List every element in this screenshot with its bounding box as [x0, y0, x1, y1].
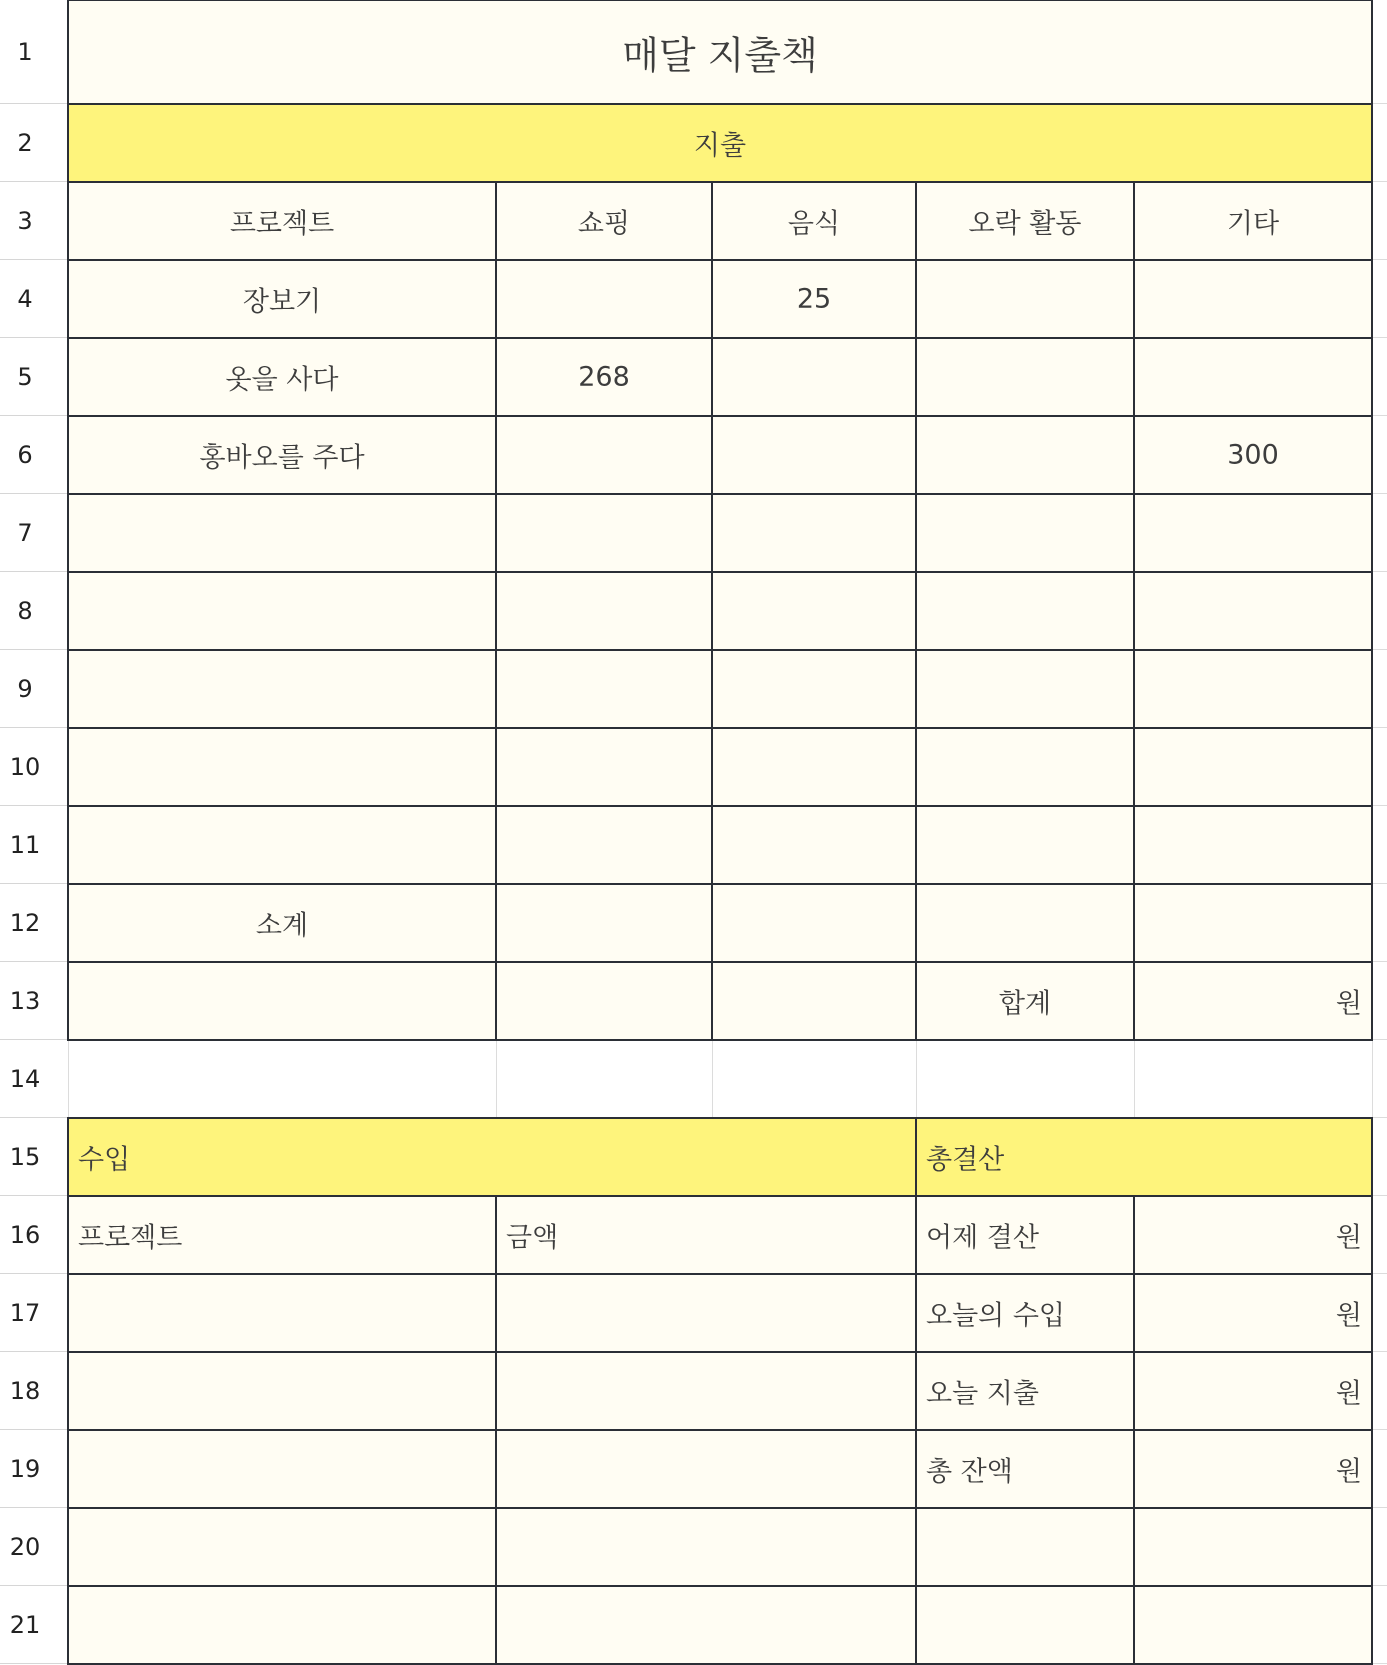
expense-empty-cell[interactable]: [495, 571, 713, 651]
income-project-cell[interactable]: [67, 1273, 497, 1353]
expense-empty-cell[interactable]: [915, 649, 1135, 729]
summary-header: 총결산: [926, 1144, 1005, 1176]
expense-cell-entertainment[interactable]: [915, 415, 1135, 495]
row-number: 15: [9, 1142, 41, 1171]
expense-empty-cell[interactable]: [711, 649, 917, 729]
income-project-cell[interactable]: [67, 1507, 497, 1587]
expense-empty-cell[interactable]: [495, 805, 713, 885]
column-header-text: 음식: [787, 208, 841, 240]
expense-empty-cell[interactable]: [495, 727, 713, 807]
summary-label: 어제 결산: [926, 1222, 1039, 1254]
expense-cell-other[interactable]: [1133, 415, 1373, 495]
summary-label-cell[interactable]: [915, 1429, 1135, 1509]
expense-empty-cell[interactable]: [1133, 649, 1373, 729]
row-number: 2: [17, 128, 33, 157]
expense-empty-cell[interactable]: [67, 805, 497, 885]
summary-value-cell[interactable]: [1133, 1429, 1373, 1509]
row-header[interactable]: [0, 0, 68, 104]
expense-column-header[interactable]: [711, 181, 917, 261]
sheet-title: 매달 지출책: [622, 33, 818, 78]
row-number: 17: [9, 1298, 41, 1327]
row-number: 6: [17, 440, 33, 469]
expense-empty-cell[interactable]: [67, 961, 497, 1041]
summary-label: 오늘의 수입: [926, 1300, 1065, 1332]
row-number: 5: [17, 362, 33, 391]
expense-cell-shopping[interactable]: [495, 259, 713, 339]
expense-cell-entertainment[interactable]: [915, 337, 1135, 417]
expense-empty-cell[interactable]: [915, 571, 1135, 651]
currency-unit: 원: [1335, 988, 1362, 1020]
expense-column-header[interactable]: [495, 181, 713, 261]
income-header-cell[interactable]: [67, 1117, 917, 1197]
expense-cell-shopping[interactable]: [495, 415, 713, 495]
row-number: 14: [9, 1064, 41, 1093]
expense-empty-cell[interactable]: [67, 571, 497, 651]
subtotal-value-cell[interactable]: [1133, 883, 1373, 963]
summary-value-cell[interactable]: [1133, 1351, 1373, 1431]
expense-column-header[interactable]: [67, 181, 497, 261]
column-header-text: 쇼핑: [577, 208, 631, 240]
row-number: 8: [17, 596, 33, 625]
income-amount-cell[interactable]: [495, 1429, 917, 1509]
row-number: 13: [9, 986, 41, 1015]
expense-cell-project[interactable]: [67, 415, 497, 495]
income-header: 수입: [78, 1144, 131, 1176]
row-header[interactable]: [0, 182, 68, 260]
subtotal-value-cell[interactable]: [915, 883, 1135, 963]
expense-empty-cell[interactable]: [1133, 805, 1373, 885]
column-header-text: 오락 활동: [968, 208, 1082, 240]
row-header[interactable]: [0, 884, 68, 962]
income-amount-cell[interactable]: [495, 1585, 917, 1665]
summary-empty-cell[interactable]: [1133, 1585, 1373, 1665]
expense-header: 지출: [693, 130, 747, 162]
row-header[interactable]: [0, 1586, 68, 1664]
row-number: 12: [9, 908, 41, 937]
summary-label: 총 잔액: [926, 1456, 1013, 1488]
row-header[interactable]: [0, 416, 68, 494]
cell-value: 268: [578, 361, 630, 393]
total-label-cell[interactable]: [915, 961, 1135, 1041]
cell-value: 장보기: [242, 286, 322, 318]
row-header[interactable]: [0, 260, 68, 338]
row-number: 11: [9, 830, 41, 859]
expense-cell-food[interactable]: [711, 259, 917, 339]
expense-empty-cell[interactable]: [67, 727, 497, 807]
row-header[interactable]: [0, 1352, 68, 1430]
currency-unit: 원: [1335, 1456, 1362, 1488]
expense-empty-cell[interactable]: [915, 493, 1135, 573]
row-number: 10: [9, 752, 41, 781]
income-project-cell[interactable]: [67, 1429, 497, 1509]
column-header-text: 기타: [1226, 208, 1280, 240]
currency-unit: 원: [1335, 1300, 1362, 1332]
expense-empty-cell[interactable]: [915, 805, 1135, 885]
summary-empty-cell[interactable]: [915, 1585, 1135, 1665]
row-header[interactable]: [0, 806, 68, 884]
row-number: 16: [9, 1220, 41, 1249]
expense-cell-other[interactable]: [1133, 337, 1373, 417]
expense-cell-other[interactable]: [1133, 259, 1373, 339]
row-header[interactable]: [0, 1040, 68, 1118]
row-header[interactable]: [0, 962, 68, 1040]
summary-value-cell[interactable]: [1133, 1195, 1373, 1275]
row-header[interactable]: [0, 572, 68, 650]
subtotal-label-cell[interactable]: [67, 883, 497, 963]
summary-label: 오늘 지출: [926, 1378, 1039, 1410]
title-cell[interactable]: [67, 0, 1373, 105]
column-header-text: 금액: [506, 1222, 559, 1254]
income-amount-cell[interactable]: [495, 1351, 917, 1431]
row-header[interactable]: [0, 1196, 68, 1274]
expense-empty-cell[interactable]: [67, 493, 497, 573]
expense-header-cell[interactable]: [67, 103, 1373, 183]
cell-value: 300: [1227, 439, 1279, 471]
row-header[interactable]: [0, 650, 68, 728]
income-project-header[interactable]: [67, 1195, 497, 1275]
row-number: 21: [9, 1610, 41, 1639]
row-number: 4: [17, 284, 33, 313]
income-amount-cell[interactable]: [495, 1507, 917, 1587]
row-number: 1: [17, 37, 33, 66]
total-label: 합계: [998, 988, 1052, 1020]
subtotal-label: 소계: [255, 910, 309, 942]
expense-cell-shopping[interactable]: [495, 337, 713, 417]
expense-cell-project[interactable]: [67, 337, 497, 417]
cell-value: 25: [796, 283, 832, 315]
summary-label-cell[interactable]: [915, 1351, 1135, 1431]
expense-empty-cell[interactable]: [1133, 493, 1373, 573]
cell-value: 홍바오를 주다: [199, 442, 365, 474]
row-number: 19: [9, 1454, 41, 1483]
row-header[interactable]: [0, 1508, 68, 1586]
subtotal-value-cell[interactable]: [495, 883, 713, 963]
expense-cell-food[interactable]: [711, 337, 917, 417]
summary-label-cell[interactable]: [915, 1195, 1135, 1275]
row-header[interactable]: [0, 1430, 68, 1508]
row-header[interactable]: [0, 104, 68, 182]
row-number: 20: [9, 1532, 41, 1561]
expense-cell-entertainment[interactable]: [915, 259, 1135, 339]
row-header[interactable]: [0, 338, 68, 416]
income-amount-cell[interactable]: [495, 1273, 917, 1353]
row-number: 18: [9, 1376, 41, 1405]
column-header-text: 프로젝트: [78, 1222, 183, 1254]
expense-empty-cell[interactable]: [495, 649, 713, 729]
expense-empty-cell[interactable]: [67, 649, 497, 729]
expense-empty-cell[interactable]: [711, 571, 917, 651]
currency-unit: 원: [1335, 1378, 1362, 1410]
income-amount-header[interactable]: [495, 1195, 917, 1275]
expense-column-header[interactable]: [1133, 181, 1373, 261]
expense-cell-project[interactable]: [67, 259, 497, 339]
expense-empty-cell[interactable]: [495, 493, 713, 573]
summary-value-cell[interactable]: [1133, 1273, 1373, 1353]
expense-empty-cell[interactable]: [711, 805, 917, 885]
expense-empty-cell[interactable]: [915, 727, 1135, 807]
summary-empty-cell[interactable]: [1133, 1507, 1373, 1587]
expense-empty-cell[interactable]: [711, 727, 917, 807]
total-value-cell[interactable]: [1133, 961, 1373, 1041]
subtotal-value-cell[interactable]: [711, 883, 917, 963]
summary-empty-cell[interactable]: [915, 1507, 1135, 1587]
row-number: 9: [17, 674, 33, 703]
income-project-cell[interactable]: [67, 1585, 497, 1665]
expense-column-header[interactable]: [915, 181, 1135, 261]
expense-empty-cell[interactable]: [495, 961, 713, 1041]
expense-cell-food[interactable]: [711, 415, 917, 495]
expense-empty-cell[interactable]: [1133, 727, 1373, 807]
row-number: 3: [17, 206, 33, 235]
cell-value: 옷을 사다: [225, 364, 339, 396]
row-number: 7: [17, 518, 33, 547]
row-header[interactable]: [0, 728, 68, 806]
row-header[interactable]: [0, 1118, 68, 1196]
row-header[interactable]: [0, 494, 68, 572]
row-header[interactable]: [0, 1274, 68, 1352]
expense-empty-cell[interactable]: [711, 493, 917, 573]
column-header-text: 프로젝트: [229, 208, 335, 240]
summary-label-cell[interactable]: [915, 1273, 1135, 1353]
expense-empty-cell[interactable]: [1133, 571, 1373, 651]
expense-empty-cell[interactable]: [711, 961, 917, 1041]
summary-header-cell[interactable]: [915, 1117, 1373, 1197]
income-project-cell[interactable]: [67, 1351, 497, 1431]
currency-unit: 원: [1335, 1222, 1362, 1254]
